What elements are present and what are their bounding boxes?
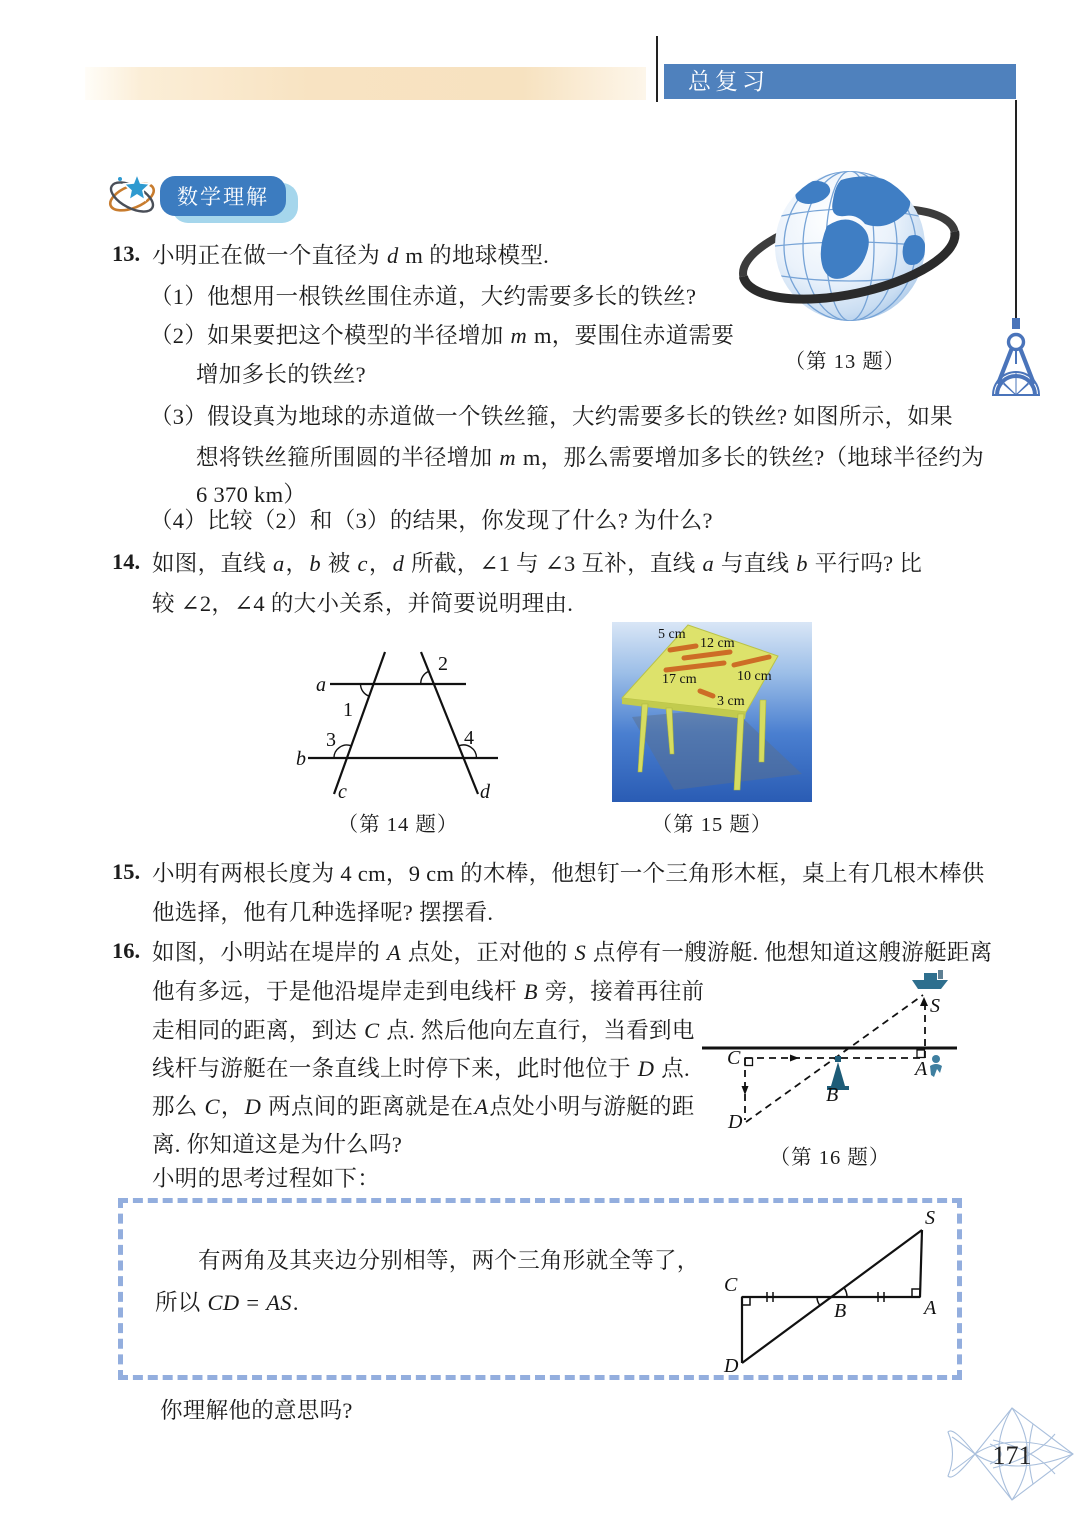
section-badge-label: 数学理解 xyxy=(160,176,286,216)
figure-16-shore-diagram xyxy=(698,962,998,1142)
boxfig-label-S: S xyxy=(925,1207,935,1229)
problem-14-line-2: 较 ∠2，∠4 的大小关系，并简要说明理由. xyxy=(152,591,574,616)
fig16-label-S: S xyxy=(930,995,940,1017)
figure-15-table-photo xyxy=(612,622,812,802)
problem-14-line-1: 如图，直线 a，b 被 c，d 所截，∠1 与 ∠3 互补，直线 a 与直线 b 平行吗? 比 xyxy=(152,551,923,576)
chapter-tab xyxy=(664,64,1016,99)
problem-16-think-line: 小明的思考过程如下： xyxy=(152,1166,381,1191)
boat-icon xyxy=(912,970,948,989)
fig14-label-c: c xyxy=(338,781,347,803)
problem-15-number: 15. xyxy=(112,859,141,884)
problem-13-item-3-cont: 想将铁丝箍所围圆的半径增加 m m，那么需要增加多长的铁丝?（地球半径约为 xyxy=(196,445,985,470)
problem-13-item-4: （4）比较（2）和（3）的结果，你发现了什么? 为什么? xyxy=(150,508,713,533)
stick-17cm-label: 17 cm xyxy=(662,672,697,687)
fig16-label-D: D xyxy=(728,1111,743,1133)
boxfig-label-C: C xyxy=(724,1274,738,1296)
fig14-label-b: b xyxy=(296,748,306,770)
compass-protractor-icon xyxy=(984,318,1048,402)
person-icon xyxy=(930,1055,942,1077)
stick-12cm-label: 12 cm xyxy=(700,636,735,651)
fig14-label-d: d xyxy=(480,781,490,803)
header-orange-bar xyxy=(85,67,646,100)
problem-16-line-3: 走相同的距离，到达 C 点. 然后他向左直行，当看到电 xyxy=(152,1018,695,1043)
chapter-tab-label: 总复习 xyxy=(688,68,769,94)
page-number-fish-decoration xyxy=(945,1402,1080,1507)
problem-16-line-2: 他有多远，于是他沿堤岸走到电线杆 B 旁，接着再往前 xyxy=(152,979,705,1004)
boxfig-label-D: D xyxy=(724,1355,739,1377)
section-badge xyxy=(160,176,286,216)
problem-13-item-3: （3）假设真为地球的赤道做一个铁丝箍，大约需要多长的铁丝? 如图所示，如果 xyxy=(150,404,953,429)
fig16-label-C: C xyxy=(727,1047,741,1069)
figure-15-caption: （第 15 题） xyxy=(651,814,773,836)
figure-14-lines-diagram xyxy=(288,646,508,811)
header-divider-line xyxy=(656,36,658,102)
fig14-angle-2: 2 xyxy=(438,653,448,675)
bottom-question: 你理解他的意思吗? xyxy=(160,1398,353,1423)
fig14-angle-3: 3 xyxy=(326,729,336,751)
boxfig-label-B: B xyxy=(834,1300,847,1322)
fig14-label-a: a xyxy=(316,674,326,696)
problem-15-line-1: 小明有两根长度为 4 cm，9 cm 的木棒，他想钉一个三角形木框，桌上有几根木棒供 xyxy=(152,861,985,886)
fig16-label-B: B xyxy=(826,1084,839,1106)
figure-14-caption: （第 14 题） xyxy=(337,814,459,836)
problem-13-item-1: （1）他想用一根铁丝围住赤道，大约需要多长的铁丝? xyxy=(150,284,697,309)
fig14-angle-4: 4 xyxy=(464,727,474,749)
figure-16-caption: （第 16 题） xyxy=(769,1147,891,1169)
margin-rule-line xyxy=(1015,100,1017,318)
orbit-star-icon xyxy=(104,166,160,222)
problem-16-line-5: 那么 C，D 两点间的距离就是在A点处小明与游艇的距 xyxy=(152,1094,695,1119)
problem-15-line-2: 他选择，他有几种选择呢? 摆摆看. xyxy=(152,900,494,925)
boxfig-label-A: A xyxy=(924,1297,937,1319)
figure-13-caption: （第 13 题） xyxy=(784,351,906,373)
problem-16-line-4: 线杆与游艇在一条直线上时停下来，此时他位于 D 点. xyxy=(152,1056,690,1081)
problem-13-line: 小明正在做一个直径为 d m 的地球模型. xyxy=(152,243,550,268)
fig14-angle-1: 1 xyxy=(343,699,353,721)
congruent-triangles-diagram xyxy=(712,1206,980,1378)
stick-10cm-label: 10 cm xyxy=(737,669,772,684)
problem-16-number: 16. xyxy=(112,938,141,963)
problem-14-number: 14. xyxy=(112,549,141,574)
page-number: 171 xyxy=(992,1441,1032,1470)
problem-13-item-2: （2）如果要把这个模型的半径增加 m m，要围住赤道需要 xyxy=(150,323,735,348)
stick-5cm-label: 5 cm xyxy=(658,627,686,642)
stick-3cm-label: 3 cm xyxy=(717,694,745,709)
fig16-label-A: A xyxy=(915,1058,928,1080)
problem-13-number: 13. xyxy=(112,241,141,266)
reasoning-line-1: 有两角及其夹边分别相等，两个三角形就全等了， xyxy=(198,1248,700,1273)
reasoning-line-2: 所以 CD = AS. xyxy=(155,1290,299,1315)
problem-13-item-3-cont2: 6 370 km） xyxy=(196,482,307,507)
problem-16-line-1: 如图，小明站在堤岸的 A 点处，正对他的 S 点停有一艘游艇. 他想知道这艘游艇距离 xyxy=(152,940,993,965)
problem-13-item-2-cont: 增加多长的铁丝? xyxy=(196,362,366,387)
problem-16-line-6: 离. 你知道这是为什么吗? xyxy=(152,1132,403,1157)
globe-with-ring-illustration xyxy=(733,158,965,340)
